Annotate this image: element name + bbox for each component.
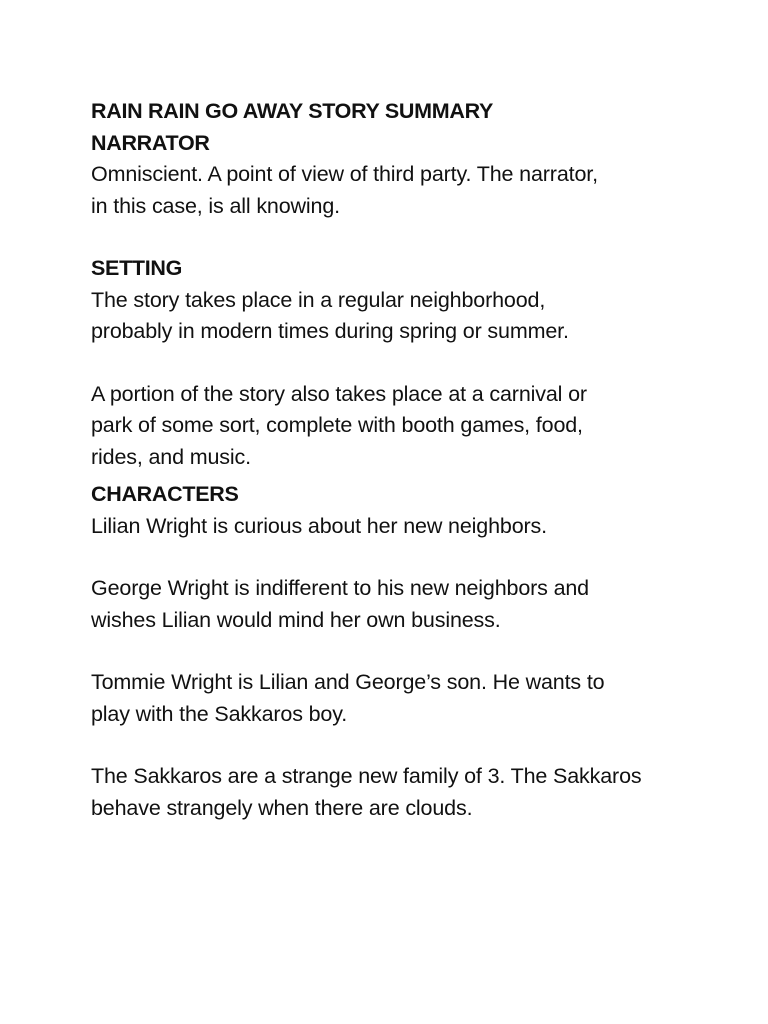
document-page <box>91 96 691 824</box>
setting-text-line: park of some sort, complete with booth games, food, <box>91 413 583 437</box>
setting-text-line: probably in modern times during spring or summer. <box>91 319 569 343</box>
setting-heading: SETTING <box>91 256 183 280</box>
character-entry-line: Tommie Wright is Lilian and George’s son. He wants to <box>91 670 605 694</box>
setting-text-line: The story takes place in a regular neighborhood, <box>91 287 546 312</box>
document-title: RAIN RAIN GO AWAY STORY SUMMARY <box>91 99 494 123</box>
character-entry-line: Lilian Wright is curious about her new neighbors. <box>91 513 547 538</box>
character-entry-line: The Sakkaros are a strange new family of 3. The Sakkaros <box>91 764 642 788</box>
character-entry-line: George Wright is indifferent to his new neighbors and <box>91 576 589 600</box>
narrator-text-line: Omniscient. A point of view of third party. The narrator, <box>91 162 598 186</box>
characters-heading: CHARACTERS <box>91 482 239 506</box>
character-entry-line: wishes Lilian would mind her own business. <box>91 607 501 632</box>
setting-text-line: A portion of the story also takes place at a carnival or <box>91 381 587 406</box>
narrator-text-line: in this case, is all knowing. <box>91 193 340 218</box>
character-entry-line: play with the Sakkaros boy. <box>91 701 348 726</box>
narrator-heading: NARRATOR <box>91 130 210 155</box>
setting-text-line: rides, and music. <box>91 444 251 469</box>
character-entry-line: behave strangely when there are clouds. <box>91 795 473 820</box>
